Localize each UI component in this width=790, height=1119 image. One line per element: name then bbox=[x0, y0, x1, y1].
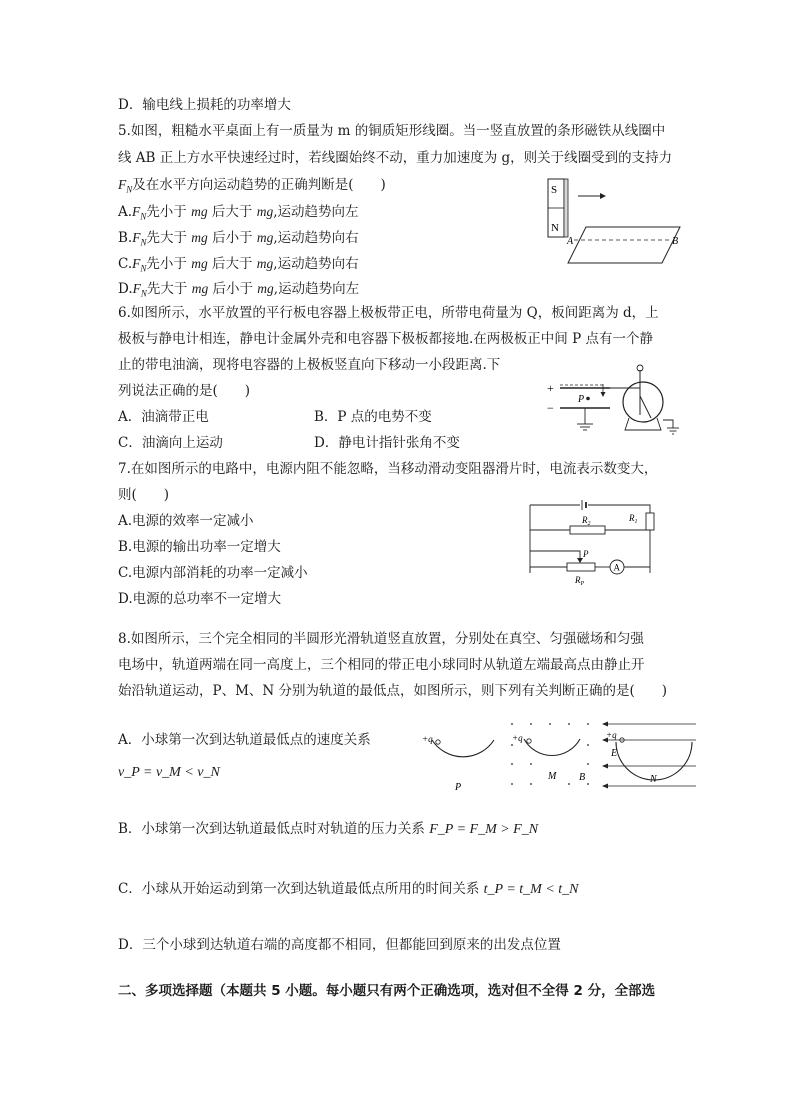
charge-label-electric: +q bbox=[606, 730, 617, 740]
ammeter-label: A bbox=[613, 562, 620, 573]
q7-stem-line2: 则( ) bbox=[118, 487, 170, 503]
q5-stem-line3: $F_N$及在水平方向运动趋势的正确判断是( ) bbox=[118, 177, 386, 195]
charge-label-vacuum: +q bbox=[422, 734, 433, 744]
q8-tracks-figure bbox=[418, 718, 696, 794]
q5-option-a[interactable]: $A.F_N$先小于 mg 后大于 mg,运动趋势向左 bbox=[118, 204, 359, 222]
resistor-r1 bbox=[646, 513, 654, 530]
coil-a-label: A bbox=[567, 236, 574, 247]
q7-stem-line1: 7.在如图所示的电路中，电源内阻不能忽略，当移动滑动变阻器滑片时，电流表示数变大， bbox=[118, 461, 658, 477]
q5-stem-line1: 5.如图，粗糙水平桌面上有一质量为 m 的铜质矩形线圈。当一竖直放置的条形磁铁从线圈中 bbox=[118, 123, 666, 139]
point-n-label: N bbox=[650, 774, 657, 785]
q6-stem-line2: 极板与静电计相连，静电计金属外壳和电容器下极板都接地.在两极板正中间 P 点有一个静 bbox=[118, 331, 653, 347]
point-m-label: M bbox=[548, 771, 557, 782]
track-magnetic bbox=[524, 739, 580, 756]
q5-option-c[interactable]: $C.F_N$先小于 mg 后大于 mg,运动趋势向右 bbox=[118, 256, 359, 274]
r2-label: $R_2$ bbox=[582, 515, 591, 527]
field-e-label: E bbox=[611, 748, 618, 759]
q6-capacitor-figure bbox=[545, 360, 685, 442]
rheostat-rp bbox=[567, 563, 595, 571]
q5-magnet-coil-figure bbox=[540, 175, 690, 270]
charge-label-magnetic: +q bbox=[512, 733, 523, 743]
resistor-r2 bbox=[570, 526, 605, 534]
slider-p-label: P bbox=[583, 549, 589, 559]
q7-option-c[interactable]: C.电源内部消耗的功率一定减小 bbox=[118, 565, 308, 581]
q7-option-d[interactable]: D.电源的总功率不一定增大 bbox=[118, 591, 282, 607]
q7-option-a[interactable]: A.电源的效率一定减小 bbox=[118, 513, 254, 529]
electroscope-needle bbox=[640, 396, 651, 418]
q8-stem-line3: 始沿轨道运动，P、M、N 分别为轨道的最低点，如图所示，则下列有关判断正确的是( ) bbox=[118, 683, 668, 699]
q7-circuit-figure bbox=[525, 495, 665, 585]
q8-option-d[interactable]: D．三个小球到达轨道右端的高度都不相同，但都能回到原来的出发点位置 bbox=[118, 937, 561, 953]
q8-stem-line2: 电场中，轨道两端在同一高度上，三个相同的带正电小球同时从轨道左端最高点由静止开 bbox=[118, 657, 645, 673]
prev-option-d: D．输电线上损耗的功率增大 bbox=[118, 97, 291, 113]
q5-option-d[interactable]: $D.F_N$先大于 mg 后小于 mg,运动趋势向左 bbox=[118, 281, 360, 299]
q6-stem-line4: 列说法正确的是( ) bbox=[118, 383, 251, 399]
track-vacuum bbox=[432, 740, 494, 757]
q6-option-b[interactable]: B．P 点的电势不变 bbox=[314, 409, 432, 425]
magnet-n-label: N bbox=[551, 222, 559, 234]
q7-option-b[interactable]: B.电源的输出功率一定增大 bbox=[118, 539, 281, 555]
field-b-label: B bbox=[579, 772, 586, 783]
q8-stem-line1: 8.如图所示，三个完全相同的半圆形光滑轨道竖直放置，分别处在真空、匀强磁场和匀强 bbox=[118, 631, 644, 647]
q5-option-b[interactable]: $B.F_N$先大于 mg 后小于 mg,运动趋势向右 bbox=[118, 230, 359, 248]
plus-sign: + bbox=[547, 381, 554, 395]
q8-option-b[interactable]: B．小球第一次到达轨道最低点时对轨道的压力关系 F_P = F_M > F_N bbox=[118, 821, 539, 837]
r1-label: $R_1$ bbox=[629, 513, 638, 525]
q5-stem-line2: 线 AB 正上方水平快速经过时，若线圈始终不动，重力加速度为 g，则关于线圈受到的支持力 bbox=[118, 150, 673, 166]
point-p-label: P bbox=[578, 394, 585, 405]
q6-option-c[interactable]: C．油滴向上运动 bbox=[118, 435, 223, 451]
oil-drop bbox=[586, 397, 590, 401]
point-p-label: P bbox=[455, 782, 462, 793]
coil-outline bbox=[568, 227, 680, 263]
q8-option-a-formula: v_P = v_M < v_N bbox=[118, 765, 220, 780]
q8-option-c[interactable]: C．小球从开始运动到第一次到达轨道最低点所用的时间关系 t_P = t_M < t_N bbox=[118, 881, 579, 897]
q6-option-d[interactable]: D．静电计指针张角不变 bbox=[314, 435, 460, 451]
q6-option-a[interactable]: A．油滴带正电 bbox=[118, 409, 209, 425]
section2-heading: 二、多项选择题（本题共 5 小题。每小题只有两个正确选项，选对但不全得 2 分，全部选 bbox=[118, 983, 656, 999]
q8-option-a[interactable]: A．小球第一次到达轨道最低点的速度关系 bbox=[118, 732, 371, 748]
q6-stem-line1: 6.如图所示，水平放置的平行板电容器上极板带正电，所带电荷量为 Q，板间距离为 d，上 bbox=[118, 305, 659, 321]
q6-stem-line3: 止的带电油滴，现将电容器的上极板竖直向下移动一小段距离.下 bbox=[118, 357, 501, 373]
minus-sign: − bbox=[547, 401, 554, 415]
rp-label: $R_P$ bbox=[575, 575, 585, 587]
magnet-s-label: S bbox=[551, 184, 558, 196]
coil-b-label: B bbox=[672, 236, 679, 247]
